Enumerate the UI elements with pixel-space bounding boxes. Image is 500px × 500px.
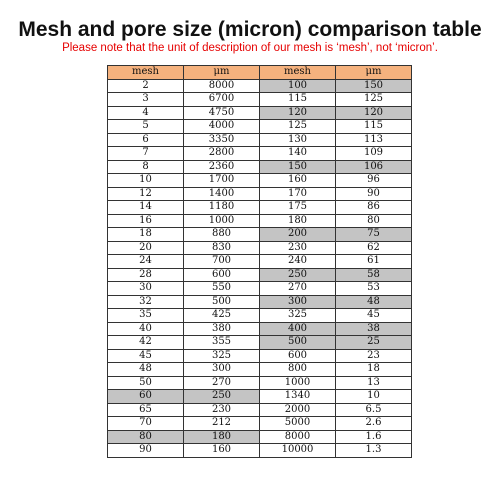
table-row [108,322,412,336]
cell-micron: 8000 [184,79,260,93]
cell-micron: 53 [336,282,412,296]
cell-micron: 325 [184,349,260,363]
cell-micron: 120 [336,106,412,120]
cell-micron: 150 [336,79,412,93]
cell-micron: 230 [184,403,260,417]
cell-micron: 4750 [184,106,260,120]
cell-micron: 830 [184,241,260,255]
table-row [108,79,412,93]
cell-micron: 2800 [184,147,260,161]
cell-mesh: 600 [260,349,336,363]
cell-micron: 2.6 [336,417,412,431]
table-row [108,336,412,350]
cell-mesh: 1000 [260,376,336,390]
cell-mesh: 32 [108,295,184,309]
cell-micron: 62 [336,241,412,255]
cell-mesh: 2000 [260,403,336,417]
page-title: Mesh and pore size (micron) comparison table [18,18,482,41]
cell-micron: 160 [184,444,260,458]
table-row [108,147,412,161]
cell-mesh: 42 [108,336,184,350]
cell-mesh: 300 [260,295,336,309]
cell-micron: 90 [336,187,412,201]
cell-micron: 3350 [184,133,260,147]
cell-mesh: 28 [108,268,184,282]
cell-mesh: 270 [260,282,336,296]
table-row [108,295,412,309]
header-mesh: mesh [260,66,336,80]
cell-mesh: 5 [108,120,184,134]
table-row [108,187,412,201]
cell-mesh: 130 [260,133,336,147]
table-row [108,255,412,269]
table-row [108,133,412,147]
mesh-comparison-table [107,65,412,458]
cell-mesh: 180 [260,214,336,228]
cell-mesh: 230 [260,241,336,255]
cell-mesh: 24 [108,255,184,269]
cell-micron: 45 [336,309,412,323]
cell-mesh: 60 [108,390,184,404]
table-header-row [108,66,412,80]
cell-micron: 6.5 [336,403,412,417]
cell-mesh: 10000 [260,444,336,458]
cell-mesh: 140 [260,147,336,161]
cell-micron: 61 [336,255,412,269]
table-row [108,268,412,282]
cell-mesh: 48 [108,363,184,377]
cell-mesh: 170 [260,187,336,201]
cell-mesh: 65 [108,403,184,417]
cell-mesh: 30 [108,282,184,296]
cell-mesh: 250 [260,268,336,282]
cell-micron: 2360 [184,160,260,174]
cell-mesh: 240 [260,255,336,269]
cell-mesh: 115 [260,93,336,107]
cell-mesh: 12 [108,187,184,201]
cell-mesh: 45 [108,349,184,363]
cell-mesh: 10 [108,174,184,188]
cell-mesh: 7 [108,147,184,161]
cell-mesh: 80 [108,430,184,444]
cell-mesh: 150 [260,160,336,174]
cell-micron: 10 [336,390,412,404]
table-row [108,120,412,134]
table-row [108,174,412,188]
cell-micron: 600 [184,268,260,282]
cell-micron: 58 [336,268,412,282]
cell-mesh: 100 [260,79,336,93]
table-row [108,430,412,444]
cell-mesh: 200 [260,228,336,242]
cell-mesh: 70 [108,417,184,431]
table-row [108,376,412,390]
table-row [108,417,412,431]
cell-micron: 1000 [184,214,260,228]
cell-micron: 125 [336,93,412,107]
cell-micron: 13 [336,376,412,390]
cell-mesh: 800 [260,363,336,377]
cell-micron: 1.6 [336,430,412,444]
cell-mesh: 325 [260,309,336,323]
cell-micron: 212 [184,417,260,431]
cell-mesh: 8 [108,160,184,174]
cell-micron: 6700 [184,93,260,107]
cell-micron: 380 [184,322,260,336]
cell-mesh: 40 [108,322,184,336]
header-micron: μm [336,66,412,80]
cell-mesh: 90 [108,444,184,458]
cell-mesh: 18 [108,228,184,242]
cell-micron: 106 [336,160,412,174]
cell-micron: 86 [336,201,412,215]
cell-micron: 96 [336,174,412,188]
cell-micron: 355 [184,336,260,350]
cell-mesh: 8000 [260,430,336,444]
cell-mesh: 35 [108,309,184,323]
cell-micron: 1.3 [336,444,412,458]
cell-micron: 113 [336,133,412,147]
cell-mesh: 5000 [260,417,336,431]
table-row [108,160,412,174]
table-row [108,444,412,458]
unit-note: Please note that the unit of description of our mesh is ‘mesh’, not ‘micron’. [62,42,438,54]
cell-micron: 23 [336,349,412,363]
table-body [108,79,412,457]
table-row [108,309,412,323]
header-mesh: mesh [108,66,184,80]
cell-micron: 500 [184,295,260,309]
table-row [108,228,412,242]
cell-micron: 80 [336,214,412,228]
cell-micron: 4000 [184,120,260,134]
table-row [108,241,412,255]
cell-mesh: 3 [108,93,184,107]
cell-micron: 250 [184,390,260,404]
cell-micron: 25 [336,336,412,350]
table-row [108,363,412,377]
cell-micron: 425 [184,309,260,323]
cell-mesh: 50 [108,376,184,390]
table-row [108,214,412,228]
cell-mesh: 125 [260,120,336,134]
cell-mesh: 175 [260,201,336,215]
cell-mesh: 4 [108,106,184,120]
cell-micron: 1180 [184,201,260,215]
header-micron: μm [184,66,260,80]
table-row [108,349,412,363]
cell-mesh: 400 [260,322,336,336]
cell-micron: 180 [184,430,260,444]
cell-mesh: 20 [108,241,184,255]
table-row [108,106,412,120]
cell-micron: 109 [336,147,412,161]
cell-micron: 18 [336,363,412,377]
cell-mesh: 6 [108,133,184,147]
cell-micron: 115 [336,120,412,134]
table-row [108,403,412,417]
cell-micron: 38 [336,322,412,336]
table-row [108,282,412,296]
cell-mesh: 14 [108,201,184,215]
cell-micron: 1400 [184,187,260,201]
cell-micron: 700 [184,255,260,269]
cell-mesh: 500 [260,336,336,350]
cell-mesh: 2 [108,79,184,93]
cell-mesh: 16 [108,214,184,228]
table-row [108,93,412,107]
cell-micron: 270 [184,376,260,390]
cell-micron: 1700 [184,174,260,188]
cell-micron: 550 [184,282,260,296]
table-row [108,201,412,215]
cell-micron: 300 [184,363,260,377]
table-row [108,390,412,404]
cell-micron: 880 [184,228,260,242]
cell-micron: 48 [336,295,412,309]
cell-mesh: 160 [260,174,336,188]
cell-mesh: 120 [260,106,336,120]
cell-mesh: 1340 [260,390,336,404]
cell-micron: 75 [336,228,412,242]
